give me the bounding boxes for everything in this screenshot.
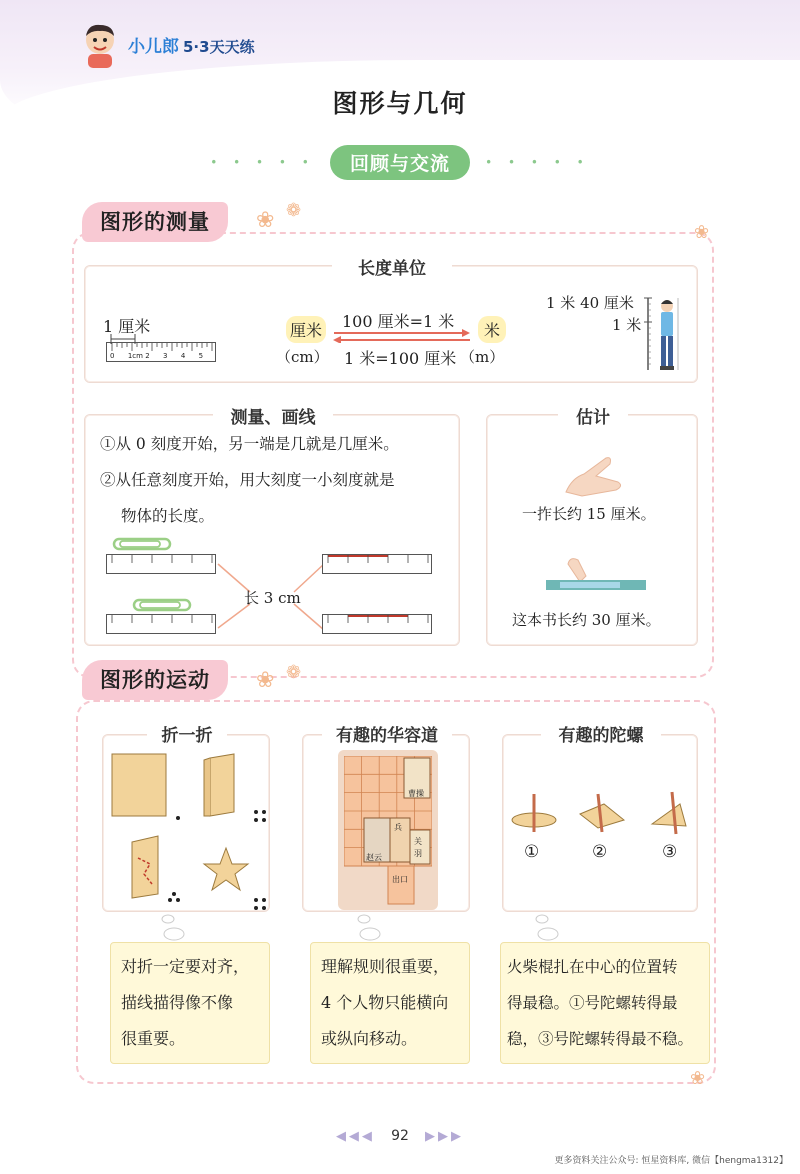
huarong-note-line: 或纵向移动。	[321, 1029, 418, 1048]
height-label-1: 1 米 40 厘米	[546, 294, 634, 312]
prev-arrows-icon: ◀◀◀	[335, 1129, 375, 1144]
cm-unit-badge: 厘米	[286, 316, 326, 343]
thought-dots-icon	[160, 914, 200, 944]
thought-dots-icon	[356, 914, 396, 944]
tops-note-line: 火柴棍扎在中心的位置转	[507, 958, 678, 976]
tops-note-line: 得最稳。①号陀螺转得最	[507, 994, 678, 1012]
estimate-card-title: 估计	[558, 403, 628, 428]
brand-series: 5·3天天练	[183, 38, 255, 56]
rule-2b: 物体的长度。	[121, 507, 215, 525]
tops-note-line: 稳，③号陀螺转得最不稳。	[507, 1030, 694, 1048]
tick-0: 0	[110, 352, 115, 360]
ruler-tick-labels	[110, 352, 203, 360]
units-card-title: 长度单位	[332, 254, 452, 279]
top-label-2: ②	[592, 842, 608, 862]
estimate-fact-1: 一拃长约 15 厘米。	[522, 505, 656, 523]
mascot-boy-icon	[80, 22, 120, 68]
fold-note-line: 对折一定要对齐，	[121, 957, 250, 976]
huarong-note	[310, 942, 470, 1064]
soldier-label: 兵	[394, 823, 402, 832]
equation-top: 100 厘米=1 米	[342, 312, 455, 331]
tick-3: 3	[163, 352, 168, 360]
paperclip-icon	[132, 598, 194, 612]
height-label-2: 1 米	[612, 316, 642, 334]
m-unit-badge: 米	[478, 316, 506, 343]
top-label-3: ③	[662, 842, 678, 862]
brand-logo	[128, 32, 255, 57]
one-cm-label: 1 厘米	[103, 317, 151, 336]
banner-dots-left: • • • • •	[210, 155, 315, 170]
flourish-decoration-icon: ❀	[256, 208, 275, 233]
tick-2: 2	[145, 352, 150, 360]
fold-note-line: 很重要。	[121, 1029, 186, 1048]
hand-span-icon	[562, 452, 626, 498]
flourish-decoration-icon: ❀	[694, 222, 710, 243]
flourish-decoration-icon: ❀	[256, 668, 275, 693]
tick-1: 1cm	[127, 352, 143, 360]
spinning-tops-icon	[506, 790, 694, 838]
estimate-fact-2: 这本书长约 30 厘米。	[512, 611, 661, 629]
cm-unit-en: （cm）	[276, 348, 329, 366]
draw-card-title: 测量、画线	[213, 403, 333, 428]
height-boy-icon	[642, 292, 684, 372]
rule-1: ①从 0 刻度开始，另一端是几就是几厘米。	[100, 435, 399, 453]
ruler-bracket-icon	[110, 334, 136, 344]
tops-card-title: 有趣的陀螺	[541, 721, 661, 746]
tick-5: 5	[198, 352, 204, 360]
measurement-tag: 图形的测量	[82, 202, 228, 242]
flourish-decoration-icon: ❁	[286, 662, 302, 683]
ruler-line-b	[322, 614, 432, 634]
ruler-clip-a	[106, 554, 216, 574]
conversion-arrows-icon	[332, 329, 472, 343]
huarong-card-title: 有趣的华容道	[322, 721, 452, 746]
brand-name: 小儿郎	[128, 37, 179, 57]
flourish-decoration-icon: ❁	[286, 200, 302, 221]
page-title: 图形与几何	[332, 89, 468, 118]
top-label-1: ①	[524, 842, 540, 862]
equation-bottom: 1 米=100 厘米	[344, 349, 457, 368]
exit-label: 出口	[392, 875, 408, 884]
caocao-label: 曹操	[408, 789, 424, 798]
thought-dots-icon	[534, 914, 574, 944]
watermark-text: 更多资料关注公众号: 恒星资料库, 微信【hengma1312】	[554, 1156, 788, 1166]
zhaoyun-label: 赵云	[366, 853, 382, 862]
page-number: 92	[391, 1128, 409, 1144]
banner-dots-right: • • • • •	[485, 155, 590, 170]
guanyu-label: 关羽	[414, 837, 422, 858]
next-arrows-icon: ▶▶▶	[425, 1129, 465, 1144]
huarong-note-line: 4 个人物只能横向	[321, 993, 449, 1012]
m-unit-en: （m）	[460, 348, 505, 366]
rule-2a: ②从任意刻度开始，用大刻度一小刻度就是	[100, 471, 395, 489]
tops-note	[500, 942, 710, 1064]
hand-book-icon	[540, 556, 650, 596]
section-banner-label: 回顾与交流	[330, 145, 470, 180]
tick-4: 4	[180, 352, 186, 360]
paperclip-icon	[112, 537, 174, 551]
fold-card-title: 折一折	[147, 721, 227, 746]
fold-note	[110, 942, 270, 1064]
result-length-label: 长 3 cm	[244, 589, 301, 607]
fold-note-line: 描线描得像不像	[121, 993, 234, 1012]
section-banner	[0, 145, 800, 180]
huarong-grid-icon	[344, 756, 432, 906]
page-footer	[0, 1128, 800, 1144]
flourish-decoration-icon: ❀	[690, 1068, 706, 1089]
ruler-line-a	[322, 554, 432, 574]
folded-paper-icon	[108, 750, 268, 910]
huarong-note-line: 理解规则很重要，	[321, 957, 450, 976]
ruler-clip-b	[106, 614, 216, 634]
motion-tag: 图形的运动	[82, 660, 228, 700]
